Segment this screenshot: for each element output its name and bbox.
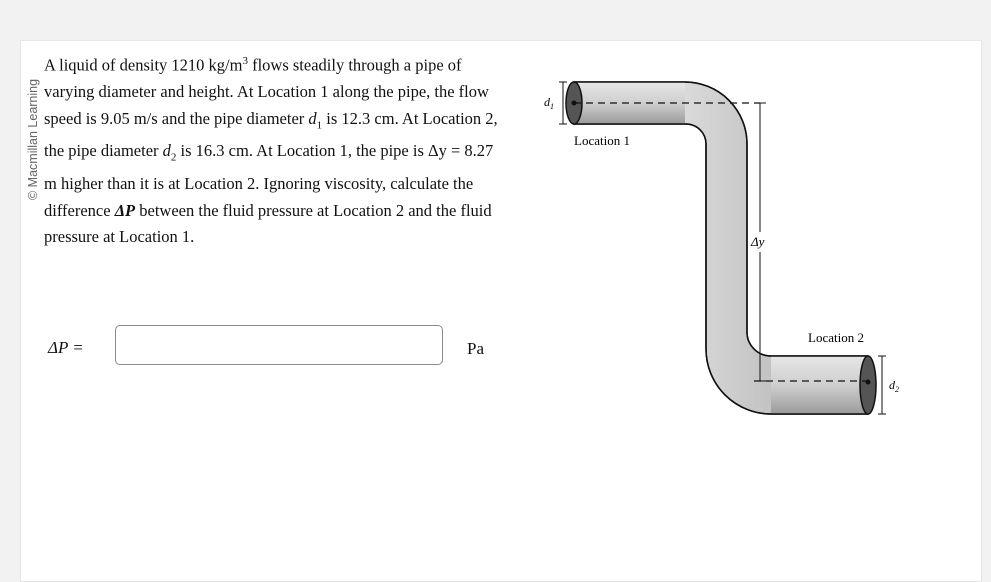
d2-symbol: d bbox=[162, 141, 171, 161]
location-2-label: Location 2 bbox=[808, 330, 864, 345]
pipe-opening-2 bbox=[860, 356, 876, 414]
problem-text-1: A liquid of density 1210 kg/m bbox=[44, 55, 243, 75]
answer-label: ΔP = bbox=[48, 338, 84, 357]
d1-subscript: 1 bbox=[316, 118, 323, 131]
problem-text-5: higher than it is at Location 2. Ignoring viscosity, calculate the difference bbox=[44, 174, 474, 220]
problem-text-2: flows steadily through a pipe of varying diameter and height. At Location 1 along the pipe, the flow speed is 9.05 m/s and the pipe diameter bbox=[44, 55, 489, 128]
density-exponent: 3 bbox=[242, 55, 248, 67]
answer-unit: Pa bbox=[467, 339, 484, 358]
location-1-label: Location 1 bbox=[574, 133, 630, 148]
problem-text-6: between the fluid pressure at Location 2 and the fluid pressure at Location 1. bbox=[44, 200, 492, 247]
delta-p-symbol: ΔP bbox=[114, 200, 136, 220]
delta-y-label: Δy bbox=[751, 234, 765, 249]
d2-subscript: 2 bbox=[170, 151, 177, 164]
d2-label: $d_2$ bbox=[889, 378, 899, 394]
problem-text-4: is 16.3 cm. At Location 1, the pipe is bbox=[176, 141, 429, 161]
pipe-diagram bbox=[530, 70, 920, 430]
copyright-notice: © Macmillan Learning bbox=[26, 78, 40, 200]
delta-p-input[interactable] bbox=[115, 325, 443, 365]
d1-symbol: d bbox=[308, 108, 317, 128]
problem-text-3: is 12.3 cm. At Location 2, the pipe diameter bbox=[44, 108, 498, 161]
d1-label: $d_1$ bbox=[544, 95, 554, 111]
problem-statement bbox=[44, 48, 499, 251]
delta-y-expression: Δy = 8.27 m bbox=[44, 141, 494, 194]
